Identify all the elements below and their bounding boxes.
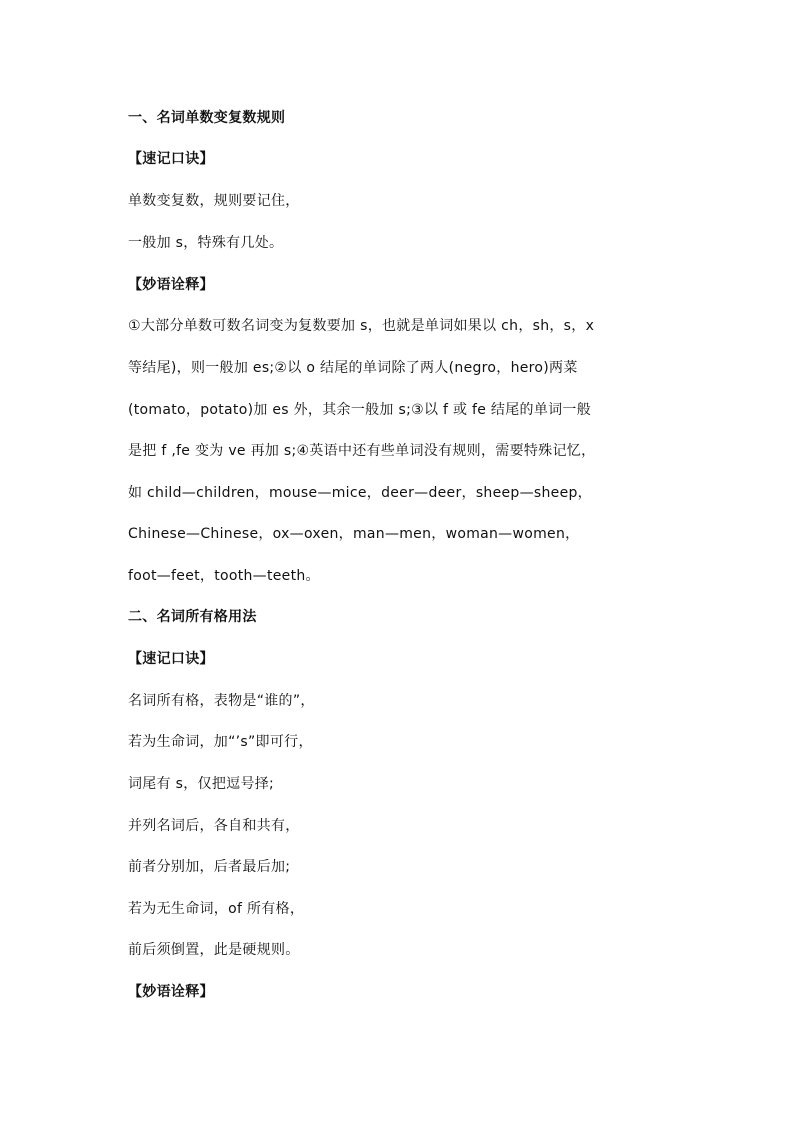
section2-mnemonic-line: 前后须倒置，此是硬规则。 (128, 942, 300, 958)
section2-mnemonic-line: 前者分别加，后者最后加; (128, 859, 291, 875)
section2-mnemonic-label: 【速记口诀】 (128, 651, 214, 667)
section2-mnemonic-line: 词尾有 s，仅把逗号择; (128, 776, 275, 792)
section2-explain-label: 【妙语诠释】 (128, 984, 214, 1000)
section1-mnemonic-label: 【速记口诀】 (128, 151, 214, 167)
section1-explain-line: 等结尾)，则一般加 es;②以 o 结尾的单词除了两人(negro，hero)两菜 (128, 360, 578, 376)
section1-explain-label: 【妙语诠释】 (128, 277, 214, 293)
section1-mnemonic-line: 一般加 s，特殊有几处。 (128, 235, 284, 251)
section2-mnemonic-line: 若为无生命词，of 所有格， (128, 901, 305, 917)
section1-explain-line: ①大部分单数可数名词变为复数要加 s，也就是单词如果以 ch，sh，s，x (128, 318, 595, 334)
section2-mnemonic-line: 并列名词后，各自和共有， (128, 818, 300, 834)
section1-heading: 一、名词单数变复数规则 (128, 110, 286, 126)
section1-explain-line: foot—feet，tooth—teeth。 (128, 568, 320, 584)
section1-explain-line: 如 child—children，mouse—mice，deer—deer，sheep—sheep， (128, 485, 592, 501)
section2-mnemonic-line: 名词所有格，表物是“谁的”， (128, 693, 315, 709)
section2-heading: 二、名词所有格用法 (128, 609, 257, 625)
section1-explain-line: (tomato，potato)加 es 外，其余一般加 s;③以 f 或 fe 结尾的单词一般 (128, 402, 592, 418)
section2-mnemonic-line: 若为生命词，加“’s”即可行， (128, 734, 313, 750)
section1-explain-line: Chinese—Chinese，ox—oxen，man—men，woman—women， (128, 526, 580, 542)
section1-mnemonic-line: 单数变复数，规则要记住， (128, 193, 300, 209)
section1-explain-line: 是把 f ,fe 变为 ve 再加 s;④英语中还有些单词没有规则，需要特殊记忆， (128, 443, 596, 459)
